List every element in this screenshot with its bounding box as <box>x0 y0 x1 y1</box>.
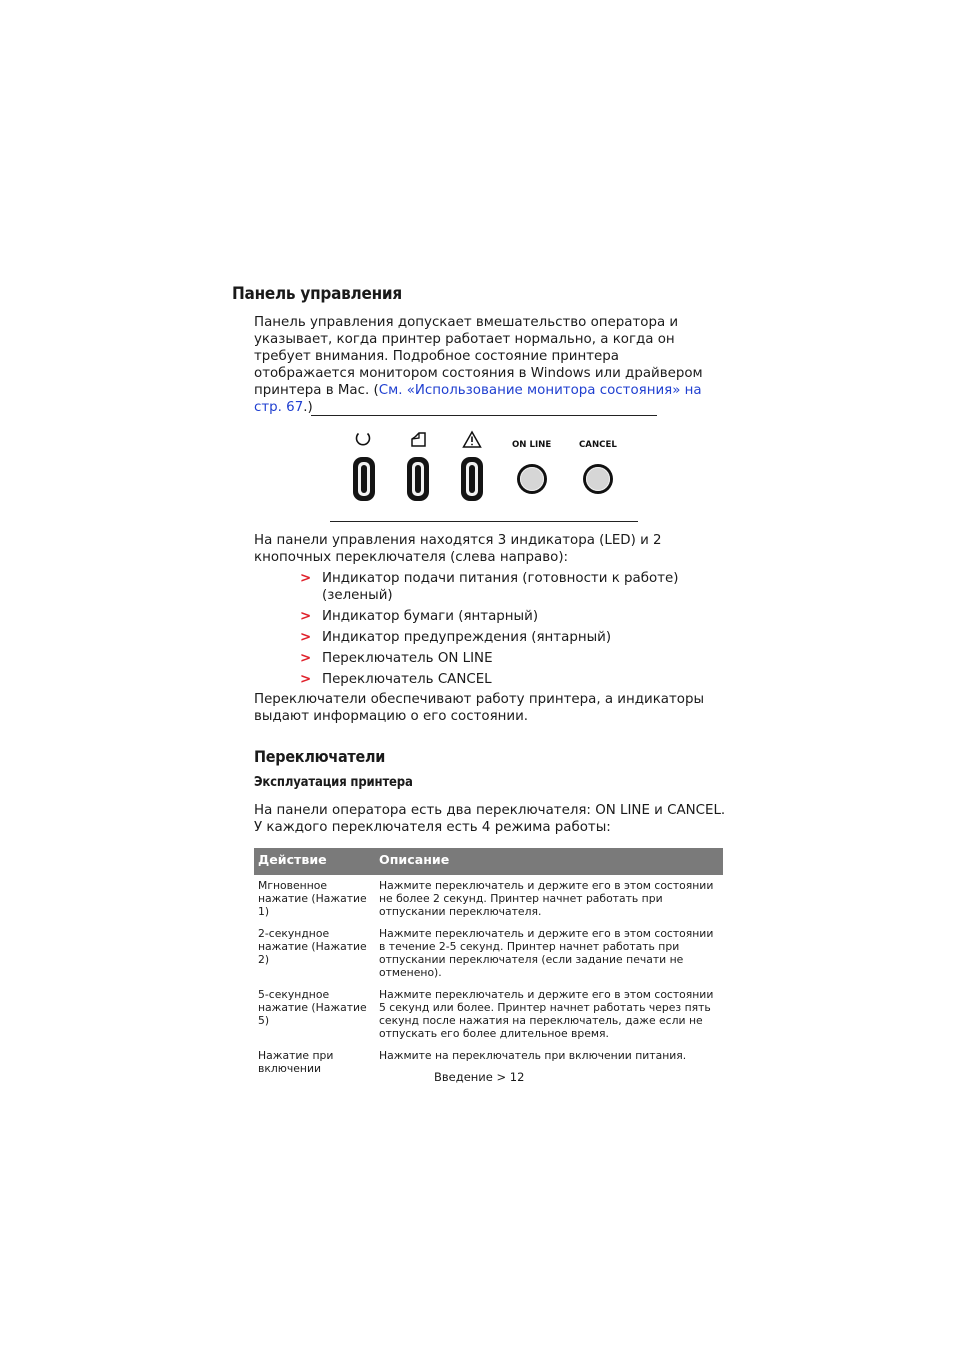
reference-close: .) <box>303 400 313 415</box>
bullet-marker: > <box>300 571 312 586</box>
intro-paragraph <box>254 314 724 416</box>
figure-bottom-rule <box>330 521 638 522</box>
section-title: Панель управления <box>232 284 402 304</box>
list-item <box>300 650 690 667</box>
indicator-list <box>300 570 690 692</box>
description-cell: Нажмите переключатель и держите его в этом состоянии не более 2 секунд. Принтер начнет работать при отпускании переключателя. <box>379 879 714 918</box>
description-cell: Нажмите на переключатель при включении питания. <box>379 1049 687 1062</box>
panel-intro-text: На панели управления находятся 3 индикатора (LED) и 2 кнопочных переключателя (слева направо): <box>254 533 662 565</box>
online-label: ON LINE <box>512 440 552 450</box>
reference-open: ( <box>373 383 379 398</box>
paper-indicator-icon <box>412 433 425 446</box>
list-item-text: Переключатель CANCEL <box>322 672 492 687</box>
list-item-text: Индикатор бумаги (янтарный) <box>322 609 539 624</box>
warning-led <box>461 457 483 501</box>
status-monitor-link[interactable]: См. «Использование монитора состояния» на стр. 67 <box>254 383 702 415</box>
column-header-description: Описание <box>375 848 723 875</box>
action-cell: 5-секундное нажатие (Нажатие 5) <box>258 988 367 1027</box>
action-cell: Мгновенное нажатие (Нажатие 1) <box>258 879 367 918</box>
table-row <box>254 927 723 988</box>
warning-indicator-icon <box>464 432 481 447</box>
intro-text: Панель управления допускает вмешательство оператора и указывает, когда принтер работает нормально, а когда он требует внимания. Подробное состояние принтера отображается монитором состояния в Windows или драйвером принтера в Mac. <box>254 315 703 398</box>
power-led <box>353 457 375 501</box>
panel-outro-text: Переключатели обеспечивают работу принтера, а индикаторы выдают информацию о его состоянии. <box>254 692 705 724</box>
list-item-text: Индикатор подачи питания (готовности к работе) (зеленый) <box>322 571 679 603</box>
list-item <box>300 570 690 604</box>
description-cell: Нажмите переключатель и держите его в этом состоянии 5 секунд или более. Принтер начнет работать через пять секунд после нажатия на переключатель, даже если не отпускать его более длительное время. <box>379 988 714 1040</box>
bullet-marker: > <box>300 672 312 687</box>
paper-led <box>407 457 429 501</box>
power-indicator-icon <box>357 434 370 445</box>
list-item-text: Индикатор предупреждения (янтарный) <box>322 630 612 645</box>
column-header-action: Действие <box>254 848 375 875</box>
cancel-label: CANCEL <box>579 440 617 450</box>
table-row <box>254 988 723 1049</box>
action-cell: 2-секундное нажатие (Нажатие 2) <box>258 927 367 966</box>
bullet-marker: > <box>300 609 312 624</box>
action-cell: Нажатие при включении <box>258 1049 334 1075</box>
switches-subtitle: Эксплуатация принтера <box>254 775 413 790</box>
table-row <box>254 879 723 927</box>
switches-text: На панели оператора есть два переключателя: ON LINE и CANCEL. У каждого переключателя есть 4 режима работы: <box>254 803 726 835</box>
online-button[interactable] <box>517 464 547 494</box>
list-item <box>300 608 690 625</box>
list-item <box>300 671 690 688</box>
table-header-row <box>254 848 723 875</box>
list-item <box>300 629 690 646</box>
description-cell: Нажмите переключатель и держите его в этом состоянии в течение 2-5 секунд. Принтер начнет работать при отпускании переключателя (если задание печати не отменено). <box>379 927 714 979</box>
bullet-marker: > <box>300 630 312 645</box>
list-item-text: Переключатель ON LINE <box>322 651 493 666</box>
control-panel-figure <box>340 428 630 508</box>
cancel-button[interactable] <box>583 464 613 494</box>
page-footer: Введение > 12 <box>434 1070 525 1084</box>
switches-title: Переключатели <box>254 747 386 766</box>
switch-modes-table <box>254 848 723 1084</box>
figure-top-rule <box>311 415 657 416</box>
bullet-marker: > <box>300 651 312 666</box>
